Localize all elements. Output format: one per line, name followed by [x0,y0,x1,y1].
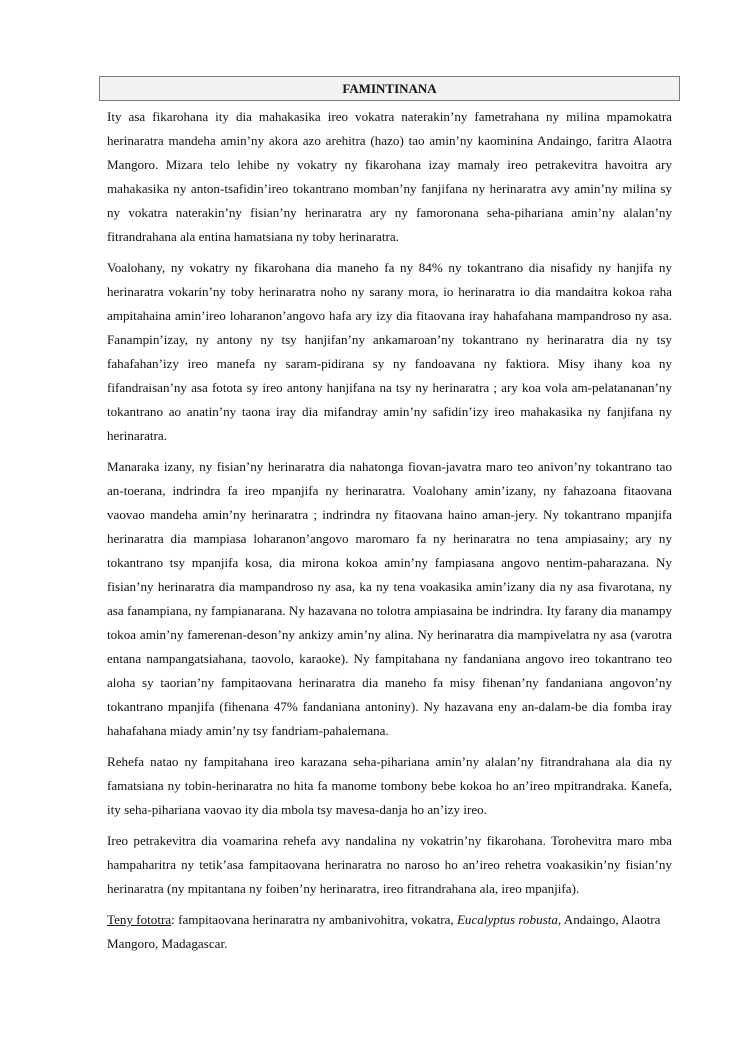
paragraph-second-result: Manaraka izany, ny fisian’ny herinaratra dia nahatonga fiovan-javatra maro teo anivon’ny tokantrano tao an-toerana, indrindra fa ireo mpanjifa ny herinaratra. Voalohany amin’izany, ny fahazoana fitaovana vaovao mandeha amin’ny herinaratra ; indrindra ny fitaovana haino aman-jery. Ny tokantrano mpanjifa herinaratra dia mampiasa loharanon’angovo maromaro fa ny herinaratra no tena ampiasainy; ary ny tokantrano tsy mpanjifa kosa, dia mirona kokoa amin’ny fampiasana angovo nentim-paharazana. Ny fisian’ny herinaratra dia mampandroso ny asa, ka ny tena voakasika amin’izany dia ny asa fivarotana, ny asa fanampiana, ny fampianarana. Ny hazavana no tolotra ampiasaina be indrindra. Ity farany dia manampy tokoa amin’ny famerenan-deson’ny ankizy amin’ny alina. Ny herinaratra dia mampivelatra ny asa (varotra entana nampangatsiahana, taovolo, karaoke). Ny fampitahana ny fandaniana angovo ireo tokantrano teo aloha sy taorian’ny fampitaovana herinaratra dia maneho fa misy fihenan’ny fandaniana angovon’ny tokantrano mpanjifa (fihenana 47% fandaniana antoniny). Ny hazavana eny an-dalam-be dia fomba iray hahafahana miady amin’ny tsy fandriam-pahalemana. [107,459,672,738]
keywords-text-before: : fampitaovana herinaratra ny ambanivohitra, vokatra, [171,912,457,927]
keywords-text-after: , Andaingo, Alaotra Mangoro, Madagascar. [107,912,661,951]
keywords-species: Eucalyptus robusta [456,912,558,927]
paragraph-third-result: Rehefa natao ny fampitahana ireo karazana seha-pihariana amin’ny alalan’ny fitrandrahana ala dia ny famatsiana ny tobin-herinaratra no hita fa manome tombony bebe kokoa ho an’ireo mpitrandraka. Kanefa, ity seha-pihariana vaovao ity dia mbola tsy mavesa-danja ho an’izy ireo. [107,754,672,817]
paragraph-first-result: Voalohany, ny vokatry ny fikarohana dia maneho fa ny 84% ny tokantrano dia nisafidy ny hanjifa ny herinaratra vokarin’ny toby herinaratra noho ny sarany mora, io herinaratra io dia mandaitra kokoa raha ampitahaina amin’ireo loharanon’angovo hafa ary izy dia fitaovana iray hahafahana mampandroso ny asa. Fanampin’izay, ny antony ny tsy hanjifan’ny ankamaroan’ny tokantrano ny herinaratra dia ny tsy fahafahan’izy ireo manefa ny saram-pidirana sy ny fandoavana ny faktiora. Misy ihany koa ny fifandraisan’ny asa fotota sy ireo antony hanjifana na tsy ny herinaratra ; ary koa vola am-pelatananan’ny tokantrano ao anatin’ny taona iray dia mifandray amin’ny safidin’izy ireo mahakasika ny fanjifana ny herinaratra. [107,260,672,443]
keywords [107,908,672,956]
summary-body [107,105,672,963]
paragraph-intro: Ity asa fikarohana ity dia mahakasika ireo vokatra naterakin’ny fametrahana ny milina mpamokatra herinaratra mandeha amin’ny akora azo arehitra (hazo) tao amin’ny kaominina Andaingo, faritra Alaotra Mangoro. Mizara telo lehibe ny vokatry ny fikarohana izay mamaly ireo petrakevitra havoitra ary mahakasika ny anton-tsafidin’ireo tokantrano momban’ny fanjifana ny herinaratra avy amin’ny milina sy ny vokatra naterakin’ny fisian’ny herinaratra ary ny famoronana seha-pihariana amin’ny alalan’ny fitrandrahana ala entina hamatsiana ny toby herinaratra. [107,109,672,244]
paragraph-conclusion: Ireo petrakevitra dia voamarina rehefa avy nandalina ny vokatrin’ny fikarohana. Torohevitra maro mba hampaharitra ny tetik’asa fampitaovana herinaratra no naroso ho an’ireo rehetra voakasikin’ny fisian’ny herinaratra (ny mpitantana ny foiben’ny herinaratra, ireo fitrandrahana ala, ireo mpanjifa). [107,833,672,896]
keywords-label: Teny fototra [107,912,172,927]
summary-title: FAMINTINANA [99,76,680,101]
